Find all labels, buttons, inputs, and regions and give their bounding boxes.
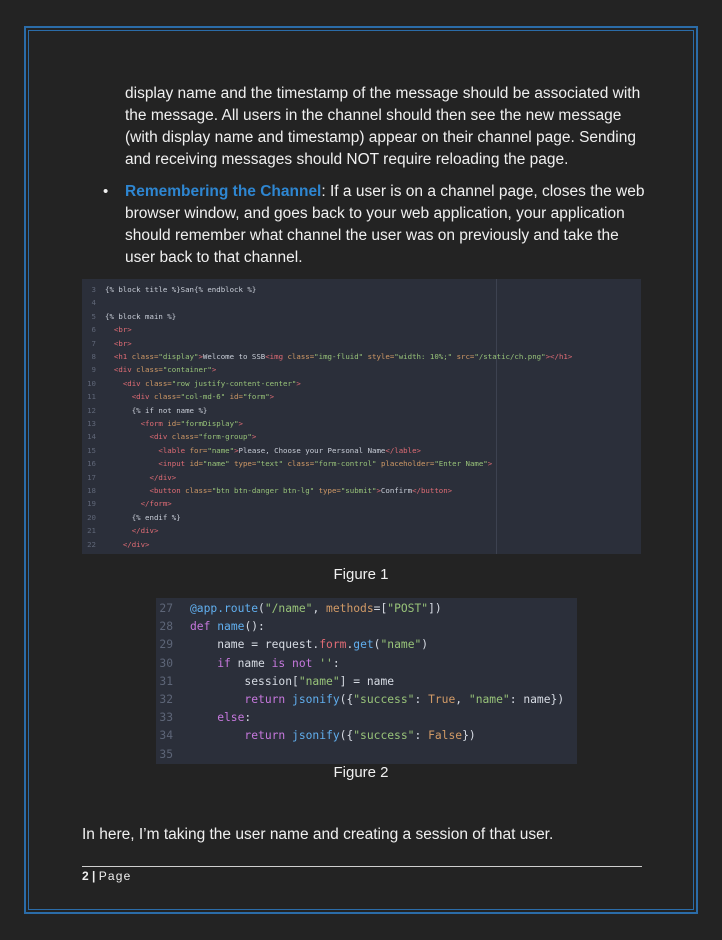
code-indent <box>105 392 132 401</box>
code-line <box>82 337 132 350</box>
line-number: 18 <box>87 486 96 495</box>
code-line <box>156 746 190 764</box>
line-number: 4 <box>91 298 96 308</box>
code-token: <input <box>158 459 190 469</box>
code-token: class= <box>185 486 212 495</box>
code-token: > <box>269 392 275 402</box>
code-token: get <box>353 638 374 652</box>
code-token: False <box>428 729 463 743</box>
code-token: ({ <box>339 729 354 743</box>
code-token: : <box>244 711 252 725</box>
code-token: ) <box>421 638 429 652</box>
code-token: form <box>319 638 347 652</box>
line-number: 5 <box>91 311 96 321</box>
code-token: "/static/ch.png" <box>474 352 546 361</box>
line-number: 6 <box>91 325 96 335</box>
code-line <box>82 296 105 309</box>
line-number: 3 <box>91 285 96 294</box>
code-token: <div <box>149 432 172 442</box>
code-indent <box>105 406 132 415</box>
code-token: }) <box>462 729 476 743</box>
line-number: 15 <box>87 445 96 455</box>
editor-guide-line <box>496 279 497 554</box>
code-token: > <box>487 459 493 469</box>
code-token: "/name" <box>264 602 313 615</box>
line-number: 20 <box>87 512 96 522</box>
code-token: Confirm <box>380 486 413 495</box>
code-token: . <box>346 638 354 652</box>
line-number: 35 <box>159 747 173 761</box>
code-token: ></h1> <box>545 352 573 361</box>
code-token: "POST" <box>387 602 429 615</box>
code-token: "formDisplay" <box>180 419 239 428</box>
code-token: class= <box>145 378 172 388</box>
code-token: =[ <box>373 602 388 615</box>
code-token: name = request. <box>190 638 320 652</box>
code-token: "name" <box>207 445 235 455</box>
bullet-heading: Remembering the Channel <box>125 183 322 200</box>
footer-label: Page <box>98 869 132 883</box>
code-token: Please, Choose your Personal Name <box>238 445 386 455</box>
code-token: <br> <box>113 325 132 335</box>
code-token: "name" <box>202 459 235 469</box>
code-token: "success" <box>353 693 415 706</box>
code-token: > <box>238 419 243 428</box>
bullet-item <box>125 181 645 269</box>
code-line <box>82 323 132 336</box>
bullet-line: browser window, and goes back to your web application, your application <box>125 205 625 222</box>
code-token: session[ <box>190 674 299 688</box>
code-token: return <box>190 729 293 743</box>
code-line <box>82 417 243 430</box>
bullet-line: : If a user is on a channel page, closes the web <box>321 183 645 200</box>
code-line <box>156 636 428 654</box>
code-token: class= <box>287 459 315 469</box>
code-line <box>156 600 442 618</box>
paragraph-line: and receiving messages should NOT require reloading the page. <box>125 151 569 168</box>
code-indent <box>105 473 150 482</box>
code-token: name <box>237 656 272 670</box>
code-line <box>156 709 251 727</box>
code-token: '' <box>319 656 333 670</box>
code-token: "btn btn-danger btn-lg" <box>211 486 319 495</box>
code-token: class= <box>131 352 159 361</box>
code-token: def <box>190 620 218 634</box>
code-token: return <box>190 693 293 706</box>
code-token: , <box>455 693 469 706</box>
code-token: "name" <box>380 638 422 652</box>
code-token: > <box>296 378 301 388</box>
code-screenshot-python <box>156 598 577 764</box>
code-token: "text" <box>256 459 288 469</box>
code-token: </div> <box>131 526 159 536</box>
code-token: type= <box>234 459 257 469</box>
code-token: jsonify <box>292 729 340 743</box>
code-token: <div <box>131 392 154 402</box>
line-number: 17 <box>87 472 96 482</box>
code-token: </form> <box>140 499 172 509</box>
code-token: > <box>211 365 217 375</box>
code-indent <box>105 513 132 522</box>
code-token: methods <box>326 602 374 615</box>
code-token: @app.route <box>190 602 259 615</box>
code-token: > <box>376 486 381 495</box>
line-number: 22 <box>87 539 96 549</box>
footer-separator: | <box>88 869 99 883</box>
code-token: {% endif %} <box>131 512 181 522</box>
code-token: "form-control" <box>314 459 381 469</box>
code-line <box>156 618 265 636</box>
code-token: ] = name <box>339 674 395 688</box>
line-number: 30 <box>159 656 173 670</box>
code-token: , <box>312 602 327 615</box>
line-number: 9 <box>91 365 96 375</box>
code-line <box>82 310 176 323</box>
line-number: 32 <box>159 693 173 706</box>
code-indent <box>105 379 123 388</box>
code-indent <box>105 499 141 508</box>
code-token: : <box>414 729 429 743</box>
line-number: 34 <box>159 729 173 743</box>
line-number: 11 <box>87 392 96 402</box>
code-token: "row justify-content-center" <box>171 378 297 388</box>
code-token: <form <box>140 419 168 428</box>
code-token: ({ <box>339 693 354 706</box>
code-line <box>156 727 476 745</box>
code-indent <box>105 486 150 495</box>
line-number: 27 <box>159 602 173 615</box>
code-token: id= <box>229 392 243 402</box>
code-token: "success" <box>353 729 415 743</box>
code-token: <div <box>122 378 146 388</box>
code-line <box>82 511 181 524</box>
code-token: "col-md-6" <box>180 392 230 402</box>
code-token: is not <box>271 656 320 670</box>
code-line <box>82 377 301 390</box>
code-token: ( <box>258 602 265 615</box>
code-line <box>82 350 572 363</box>
code-token: {% block title %}San{% endblock %} <box>105 285 257 294</box>
bullet-marker: • <box>103 183 109 200</box>
code-token: <div <box>113 365 137 375</box>
code-line <box>82 283 256 296</box>
footer-rule <box>82 866 642 867</box>
code-token: name <box>217 620 245 634</box>
paragraph-line: display name and the timestamp of the message should be associated with <box>125 85 641 102</box>
code-token: for= <box>189 445 208 455</box>
code-indent <box>105 540 123 549</box>
code-token: "width: 10%;" <box>394 352 457 361</box>
code-indent <box>105 526 132 535</box>
line-number: 21 <box>87 526 96 536</box>
code-token: <h1 <box>113 352 132 361</box>
code-token: ]) <box>428 602 442 615</box>
code-token: jsonify <box>292 693 340 706</box>
code-token: ( <box>373 638 381 652</box>
code-token: type= <box>318 486 341 495</box>
bullet-line: should remember what channel the user was on previously and take the <box>125 227 619 244</box>
line-number: 29 <box>159 638 173 652</box>
code-token: Welcome to SSB <box>202 352 266 361</box>
code-token: style= <box>367 352 395 361</box>
code-token: True <box>428 693 456 706</box>
line-number: 12 <box>87 405 96 415</box>
code-token: class= <box>136 365 163 375</box>
code-indent <box>105 339 114 348</box>
code-token: (): <box>244 620 265 634</box>
code-line <box>82 404 207 417</box>
code-token: placeholder= <box>380 459 435 469</box>
code-token: : name}) <box>509 693 565 706</box>
page-footer <box>82 869 132 883</box>
code-token: > <box>251 432 257 442</box>
code-token: id= <box>189 459 203 469</box>
code-line <box>82 497 172 510</box>
line-number: 8 <box>91 352 96 361</box>
code-token: {% block main %} <box>105 311 177 321</box>
line-number: 14 <box>87 432 96 442</box>
line-number: 7 <box>91 338 96 348</box>
bullet-line: user back to that channel. <box>125 249 303 266</box>
line-number: 31 <box>159 674 173 688</box>
code-token: "Enter Name" <box>434 459 488 469</box>
code-line <box>82 444 421 457</box>
code-indent <box>105 352 114 361</box>
code-token: "container" <box>162 365 212 375</box>
code-token: class= <box>171 432 199 442</box>
code-indent <box>105 446 158 455</box>
code-token: </div> <box>122 539 150 549</box>
page-number: 2 <box>82 869 89 883</box>
line-number: 13 <box>87 419 96 428</box>
code-line <box>156 673 394 691</box>
paragraph-line: the message. All users in the channel should then see the new message <box>125 107 622 124</box>
code-line <box>82 363 216 376</box>
code-token: : <box>414 693 429 706</box>
code-token: : <box>332 656 340 670</box>
code-line <box>82 430 256 443</box>
code-token: "form-group" <box>198 432 252 442</box>
code-line <box>82 471 176 484</box>
code-token: > <box>198 352 203 361</box>
paragraph-line: (with display name and timestamp) appear on their channel page. Sending <box>125 129 636 146</box>
code-indent <box>105 432 150 441</box>
code-token: id= <box>167 419 181 428</box>
line-number: 10 <box>87 378 96 388</box>
code-line <box>82 390 274 403</box>
figure-2-caption: Figure 2 <box>333 764 389 781</box>
code-line <box>156 655 340 673</box>
code-indent <box>105 459 158 468</box>
code-token: "name" <box>468 693 510 706</box>
code-token: class= <box>153 392 181 402</box>
code-token: <lable <box>158 445 190 455</box>
code-token: </div> <box>149 472 177 482</box>
figure-1-caption: Figure 1 <box>333 566 389 583</box>
code-indent <box>105 419 141 428</box>
line-number: 33 <box>159 711 173 725</box>
body-text: In here, I’m taking the user name and creating a session of that user. <box>82 826 554 843</box>
code-token: > <box>234 445 239 455</box>
code-token: </lable> <box>385 445 421 455</box>
line-number: 16 <box>87 459 96 469</box>
code-token: "form" <box>242 392 270 402</box>
code-token: "submit" <box>340 486 377 495</box>
code-token: <img <box>265 352 288 361</box>
code-line <box>82 457 492 470</box>
code-token: if <box>190 656 238 670</box>
code-token: </button> <box>412 486 453 495</box>
paragraph-continued <box>125 83 645 171</box>
code-token: {% if not name %} <box>131 405 208 415</box>
code-token: src= <box>456 352 475 361</box>
code-token: "display" <box>158 352 199 361</box>
line-number: 19 <box>87 499 96 509</box>
code-line <box>156 691 564 709</box>
code-indent <box>105 365 114 374</box>
line-number: 28 <box>159 620 173 634</box>
code-token: class= <box>287 352 315 361</box>
code-line <box>82 538 150 551</box>
code-token: <button <box>149 486 186 495</box>
code-token: "name" <box>298 674 340 688</box>
code-token: else <box>190 711 245 725</box>
code-line <box>82 484 452 497</box>
code-line <box>82 524 158 537</box>
code-token: "img-fluid" <box>314 352 368 361</box>
code-screenshot-html <box>82 279 641 554</box>
code-indent <box>105 325 114 334</box>
code-token: <br> <box>113 338 132 348</box>
